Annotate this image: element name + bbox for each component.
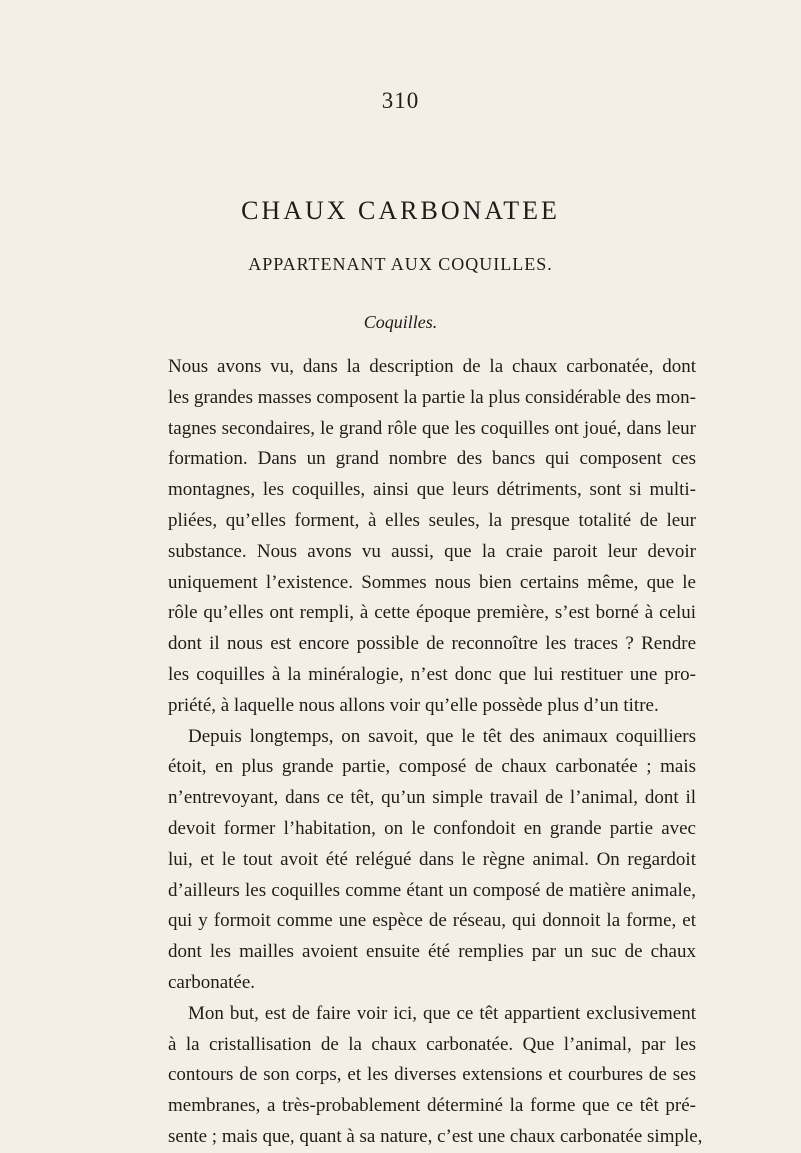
- chapter-subtitle: APPARTENANT AUX COQUILLES.: [248, 254, 553, 274]
- text-line: priété, à laquelle nous allons voir qu’elle possède plus d’un titre.: [168, 694, 659, 716]
- text-line: les grandes masses composent la partie la plus considérable des mon-: [168, 386, 696, 408]
- text-line: dont il nous est encore possible de reconnoître les traces ? Rendre: [168, 633, 696, 655]
- text-line: sente ; mais que, quant à sa nature, c’est une chaux carbonatée simple,: [168, 1125, 703, 1147]
- text-line: substance. Nous avons vu aussi, que la craie paroit leur devoir: [168, 540, 696, 562]
- page-number: 310: [381, 88, 420, 113]
- text-line: lui, et le tout avoit été relégué dans le règne animal. On regardoit: [168, 848, 696, 870]
- text-line: à la cristallisation de la chaux carbonatée. Que l’animal, par les: [168, 1033, 696, 1055]
- body-text: [168, 352, 703, 1153]
- section-heading: Coquilles.: [363, 312, 438, 332]
- text-line: contours de son corps, et les diverses extensions et courbures de ses: [168, 1064, 696, 1086]
- text-line: devoit former l’habitation, on le confondoit en grande partie avec: [168, 817, 696, 839]
- text-line: Mon but, est de faire voir ici, que ce têt appartient exclusivement: [188, 1002, 696, 1024]
- text-line: qui y formoit comme une espèce de réseau, qui donnoit la forme, et: [168, 910, 696, 932]
- text-line: les coquilles à la minéralogie, n’est donc que lui restituer une pro-: [168, 663, 696, 685]
- text-line: carbonatée.: [168, 971, 256, 993]
- text-line: Nous avons vu, dans la description de la chaux carbonatée, dont: [168, 356, 696, 377]
- text-line: d’ailleurs les coquilles comme étant un composé de matière animale,: [168, 879, 696, 901]
- text-line: pliées, qu’elles forment, à elles seules, la presque totalité de leur: [168, 509, 696, 531]
- text-line: rôle qu’elles ont rempli, à cette époque première, s’est borné à celui: [168, 602, 696, 624]
- text-line: dont les mailles avoient ensuite été remplies par un suc de chaux: [168, 941, 696, 963]
- text-line: formation. Dans un grand nombre des bancs qui composent ces: [168, 448, 696, 470]
- text-line: uniquement l’existence. Sommes nous bien certains même, que le: [168, 571, 696, 593]
- text-line: n’entrevoyant, dans ce têt, qu’un simple travail de l’animal, dont il: [168, 787, 696, 809]
- text-line: montagnes, les coquilles, ainsi que leurs détriments, sont si multi-: [168, 479, 696, 501]
- text-line: Depuis longtemps, on savoit, que le têt des animaux coquilliers: [188, 725, 696, 747]
- text-line: étoit, en plus grande partie, composé de chaux carbonatée ; mais: [168, 756, 696, 778]
- text-line: membranes, a très-probablement déterminé la forme que ce têt pré-: [168, 1095, 696, 1117]
- text-line: tagnes secondaires, le grand rôle que les coquilles ont joué, dans leur: [168, 417, 696, 439]
- chapter-title: CHAUX CARBONATEE: [241, 196, 560, 225]
